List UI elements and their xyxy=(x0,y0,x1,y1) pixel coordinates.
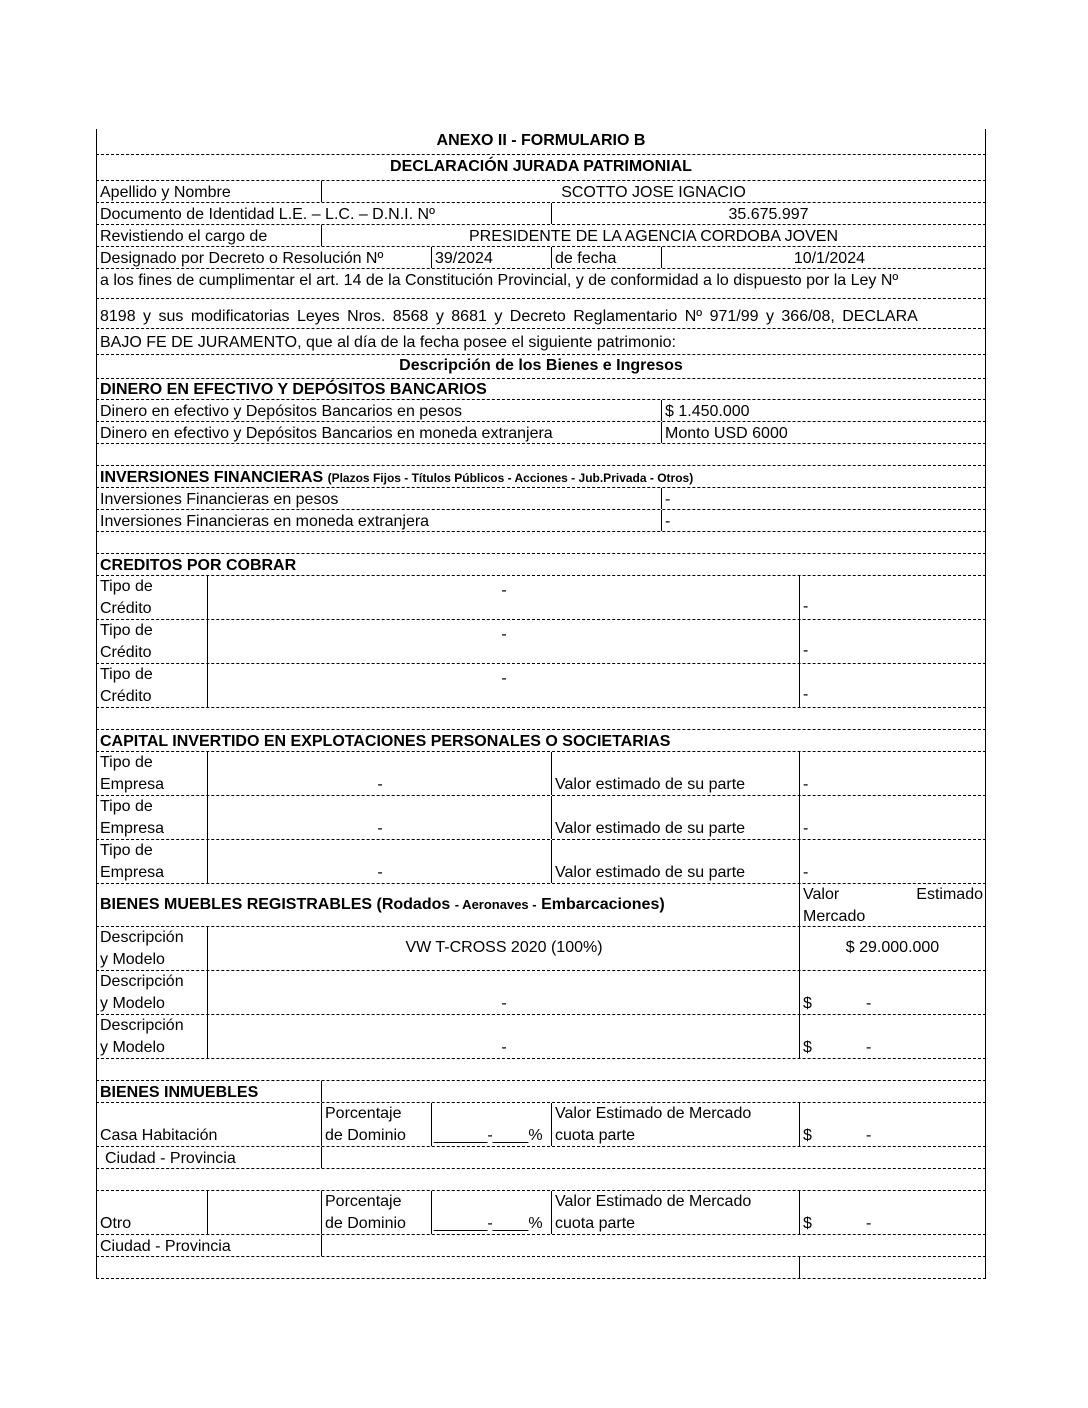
form-subtitle: DECLARACIÓN JURADA PATRIMONIAL xyxy=(390,158,692,175)
spacer-row xyxy=(96,444,986,466)
subtitle-row xyxy=(96,155,986,181)
dinero-heading: DINERO EN EFECTIVO Y DEPÓSITOS BANCARIOS xyxy=(100,381,487,398)
fecha-value: 10/1/2024 xyxy=(793,250,865,267)
decreto-value: 39/2024 xyxy=(435,250,493,267)
valor-word-1: Valor xyxy=(803,886,840,903)
capital-amount: - xyxy=(803,776,809,793)
declaration-line-2-row xyxy=(96,299,986,329)
document-row xyxy=(96,203,986,225)
otro-pct-label-line-1: Porcentaje xyxy=(325,1193,402,1210)
capital-value: - xyxy=(377,776,383,793)
otro-valor-line-1: Valor Estimado de Mercado xyxy=(555,1193,752,1210)
mueble-value: VW T-CROSS 2020 (100%) xyxy=(405,939,603,956)
inversiones-row xyxy=(96,510,986,532)
mueble-value: - xyxy=(501,995,507,1012)
otro-row xyxy=(96,1191,986,1235)
mueble-currency: $ xyxy=(803,1039,812,1056)
mueble-label-line-2: y Modelo xyxy=(100,951,165,968)
otro-ciudad-row xyxy=(96,1235,986,1257)
dinero-label: Dinero en efectivo y Depósitos Bancarios en pesos xyxy=(100,403,462,420)
muebles-heading-paren-close: Embarcaciones) xyxy=(541,896,665,913)
dinero-label: Dinero en efectivo y Depósitos Bancarios en moneda extranjera xyxy=(100,425,553,442)
description-title: Descripción de los Bienes e Ingresos xyxy=(399,357,683,374)
inmuebles-heading: BIENES INMUEBLES xyxy=(100,1084,259,1101)
casa-habitacion-row xyxy=(96,1103,986,1147)
casa-label: Casa Habitación xyxy=(100,1127,218,1144)
capital-label-line-1: Tipo de xyxy=(100,798,153,815)
credito-amount: - xyxy=(803,598,809,615)
capital-row xyxy=(96,840,986,884)
credito-row xyxy=(96,620,986,664)
inversiones-label: Inversiones Financieras en moneda extranjera xyxy=(100,513,430,530)
inversiones-value: - xyxy=(665,491,671,508)
mueble-amount: - xyxy=(866,995,872,1012)
final-row xyxy=(96,1257,986,1279)
mueble-row xyxy=(96,927,986,971)
credito-value: - xyxy=(501,670,507,687)
dinero-value: Monto USD 6000 xyxy=(665,425,788,442)
otro-pct-label-line-2: de Dominio xyxy=(325,1215,406,1232)
dinero-row xyxy=(96,422,986,444)
credito-value: - xyxy=(501,582,507,599)
capital-value-label: Valor estimado de su parte xyxy=(555,820,746,837)
valor-word-2: Estimado xyxy=(916,886,983,903)
inmuebles-heading-row xyxy=(96,1081,986,1103)
credito-row xyxy=(96,664,986,708)
declaration-form xyxy=(96,129,986,1279)
fecha-label: de fecha xyxy=(555,250,617,267)
decreto-label: Designado por Decreto o Resolución Nº xyxy=(100,250,384,267)
capital-label-line-2: Empresa xyxy=(100,820,165,837)
casa-amount: - xyxy=(866,1127,872,1144)
credito-label-line-2: Crédito xyxy=(100,600,152,617)
mueble-row xyxy=(96,971,986,1015)
credito-label-line-1: Tipo de xyxy=(100,578,153,595)
credito-label-line-1: Tipo de xyxy=(100,666,153,683)
capital-value: - xyxy=(377,820,383,837)
casa-pct-label-line-2: de Dominio xyxy=(325,1127,406,1144)
casa-ciudad-row xyxy=(96,1147,986,1169)
capital-label-line-2: Empresa xyxy=(100,864,165,881)
otro-amount: - xyxy=(866,1215,872,1232)
dinero-heading-row xyxy=(96,379,986,400)
otro-valor-line-2: cuota parte xyxy=(555,1215,636,1232)
document-value: 35.675.997 xyxy=(728,206,809,223)
otro-pct-value: ______-____% xyxy=(434,1215,543,1232)
muebles-heading-paren-open: (Rodados xyxy=(376,896,451,913)
mueble-amount: - xyxy=(866,1039,872,1056)
creditos-heading-row xyxy=(96,554,986,576)
credito-amount: - xyxy=(803,686,809,703)
otro-currency: $ xyxy=(803,1215,812,1232)
mueble-label-line-1: Descripción xyxy=(100,929,184,946)
document-label: Documento de Identidad L.E. – L.C. – D.N.I. Nº xyxy=(100,206,435,223)
capital-value-label: Valor estimado de su parte xyxy=(555,864,746,881)
cargo-label: Revistiendo el cargo de xyxy=(100,228,268,245)
creditos-heading: CREDITOS POR COBRAR xyxy=(100,557,297,574)
casa-valor-line-2: cuota parte xyxy=(555,1127,636,1144)
decreto-row xyxy=(96,247,986,269)
otro-label: Otro xyxy=(100,1215,132,1232)
casa-currency: $ xyxy=(803,1127,812,1144)
declaration-line-2: 8198 y sus modificatorias Leyes Nros. 8568 y 8681 y Decreto Reglamentario Nº 971/99 y 366/08, DECLARA xyxy=(100,308,918,325)
capital-label-line-2: Empresa xyxy=(100,776,165,793)
inversiones-heading-row xyxy=(96,466,986,488)
mueble-row xyxy=(96,1015,986,1059)
inversiones-label: Inversiones Financieras en pesos xyxy=(100,491,339,508)
dinero-row xyxy=(96,400,986,422)
capital-label-line-1: Tipo de xyxy=(100,754,153,771)
inversiones-value: - xyxy=(665,513,671,530)
casa-pct-label-line-1: Porcentaje xyxy=(325,1105,402,1122)
declaration-line-1-row xyxy=(96,269,986,299)
capital-amount: - xyxy=(803,820,809,837)
credito-label-line-2: Crédito xyxy=(100,644,152,661)
cargo-row xyxy=(96,225,986,247)
spacer-row xyxy=(96,1169,986,1191)
capital-value: - xyxy=(377,864,383,881)
declaration-line-1: a los fines de cumplimentar el art. 14 de la Constitución Provincial, y de conformidad a lo dispuesto por la Ley Nº xyxy=(100,272,899,289)
name-row xyxy=(96,181,986,203)
capital-value-label: Valor estimado de su parte xyxy=(555,776,746,793)
mueble-label-line-2: y Modelo xyxy=(100,1039,165,1056)
title-row xyxy=(96,129,986,155)
credito-label-line-1: Tipo de xyxy=(100,622,153,639)
name-label: Apellido y Nombre xyxy=(100,184,231,201)
credito-value: - xyxy=(501,626,507,643)
mueble-label-line-1: Descripción xyxy=(100,973,184,990)
declaration-line-3: BAJO FE DE JURAMENTO, que al día de la fecha posee el siguiente patrimonio: xyxy=(100,334,676,351)
form-title: ANEXO II - FORMULARIO B xyxy=(436,132,646,149)
capital-amount: - xyxy=(803,864,809,881)
otro-ciudad-label: Ciudad - Provincia xyxy=(100,1238,231,1255)
credito-amount: - xyxy=(803,642,809,659)
mueble-currency: $ xyxy=(803,995,812,1012)
casa-ciudad-label: Ciudad - Provincia xyxy=(105,1150,236,1167)
muebles-heading: BIENES MUEBLES REGISTRABLES xyxy=(100,896,373,913)
capital-row xyxy=(96,796,986,840)
mueble-label-line-2: y Modelo xyxy=(100,995,165,1012)
spacer-row xyxy=(96,532,986,554)
inversiones-heading-note: (Plazos Fijos - Títulos Públicos - Acciones - Jub.Privada - Otros) xyxy=(327,471,694,485)
muebles-heading-row xyxy=(96,884,986,927)
muebles-heading-sep: - Aeronaves - xyxy=(454,897,537,912)
casa-valor-line-1: Valor Estimado de Mercado xyxy=(555,1105,752,1122)
description-title-row xyxy=(96,355,986,379)
mueble-label-line-1: Descripción xyxy=(100,1017,184,1034)
capital-heading-row xyxy=(96,730,986,752)
mueble-value: - xyxy=(501,1039,507,1056)
credito-label-line-2: Crédito xyxy=(100,688,152,705)
valor-estimado-header xyxy=(799,884,985,926)
spacer-row xyxy=(96,1059,986,1081)
capital-row xyxy=(96,752,986,796)
capital-label-line-1: Tipo de xyxy=(100,842,153,859)
spacer-row xyxy=(96,708,986,730)
cargo-value: PRESIDENTE DE LA AGENCIA CORDOBA JOVEN xyxy=(469,228,838,245)
credito-row xyxy=(96,576,986,620)
name-value: SCOTTO JOSE IGNACIO xyxy=(561,184,746,201)
declaration-line-3-row xyxy=(96,329,986,355)
casa-pct-value: ______-____% xyxy=(434,1127,543,1144)
inversiones-heading: INVERSIONES FINANCIERAS xyxy=(100,469,324,486)
mueble-amount: $ 29.000.000 xyxy=(845,939,940,956)
dinero-value: $ 1.450.000 xyxy=(665,403,750,420)
valor-word-3: Mercado xyxy=(803,908,866,925)
inversiones-row xyxy=(96,488,986,510)
capital-heading: CAPITAL INVERTIDO EN EXPLOTACIONES PERSONALES O SOCIETARIAS xyxy=(100,733,671,750)
